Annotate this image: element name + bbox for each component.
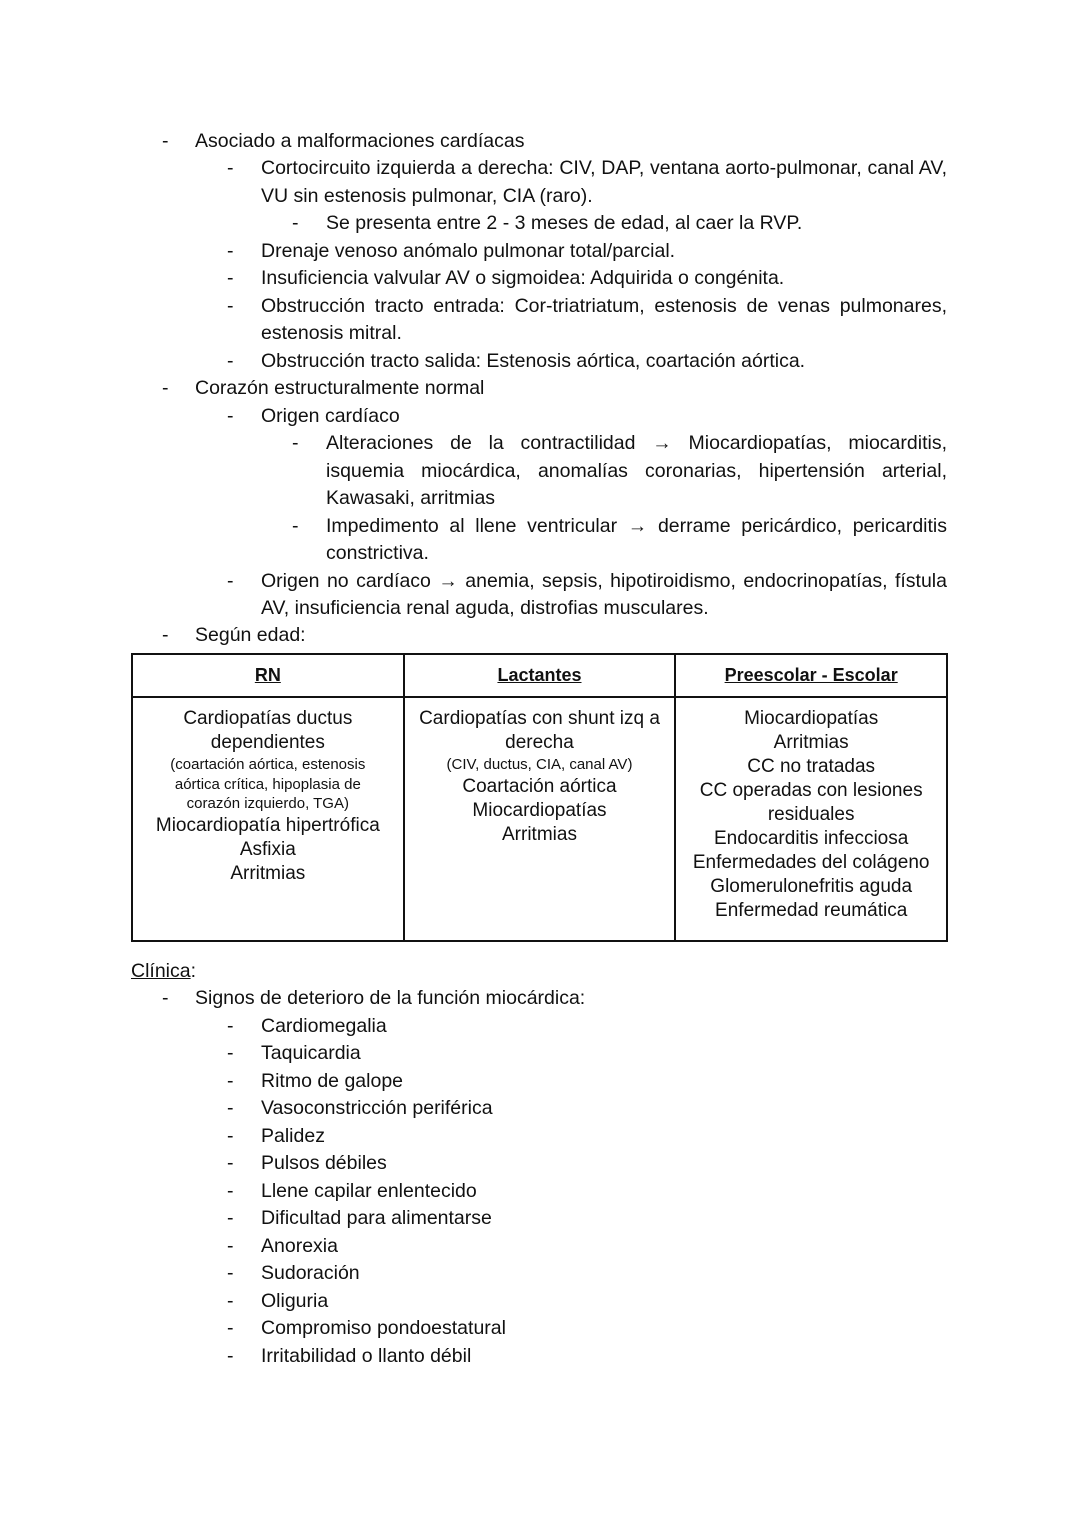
list-item: Oliguria — [261, 1290, 329, 1312]
bullet-dash: - — [292, 212, 299, 234]
bullet-dash: - — [162, 377, 169, 399]
table-row — [132, 697, 947, 941]
corazon-normal-heading: Corazón estructuralmente normal — [195, 377, 485, 399]
cell-line: residuales — [767, 804, 855, 825]
cell-line: Asfixia — [239, 838, 296, 860]
list-item: Dificultad para alimentarse — [261, 1207, 492, 1229]
bullet-dash: - — [227, 1015, 234, 1037]
clinica-heading-text: Clínica — [131, 960, 191, 982]
cell-line: Coartación aórtica — [462, 775, 617, 797]
list-item: Palidez — [261, 1125, 325, 1147]
bullet-dash: - — [227, 1180, 234, 1202]
cell-line: Miocardiopatías — [472, 799, 607, 821]
list-item: Taquicardia — [261, 1042, 361, 1064]
cell-lactantes — [404, 697, 676, 941]
bullet-dash: - — [227, 240, 234, 262]
bullet-dash: - — [227, 295, 234, 317]
cell-line: Arritmias — [230, 862, 306, 884]
cell-line: Endocarditis infecciosa — [713, 828, 909, 849]
list-item: Pulsos débiles — [261, 1152, 387, 1174]
bullet-dash: - — [227, 1070, 234, 1092]
presenta-text: Se presenta entre 2 - 3 meses de edad, al caer la RVP. — [326, 212, 803, 234]
cell-line: Cardiopatías con shunt izq a — [419, 708, 660, 729]
list-item: Anorexia — [261, 1235, 338, 1257]
list-item: Vasoconstricción periférica — [261, 1097, 493, 1119]
malformaciones-heading: Asociado a malformaciones cardíacas — [195, 130, 525, 152]
origen-cardiaco-text: Origen cardíaco — [261, 405, 400, 427]
obstruccion-entrada-line1: Obstrucción tracto entrada: Cor-triatriatum, estenosis de venas pulmonares, — [261, 295, 947, 317]
cell-line: Miocardiopatías — [744, 708, 879, 729]
drenaje-text: Drenaje venoso anómalo pulmonar total/parcial. — [261, 240, 676, 262]
bullet-dash: - — [227, 1042, 234, 1064]
age-table — [131, 653, 948, 942]
cell-line: Enfermedad reumática — [715, 900, 908, 921]
bullet-dash: - — [227, 1262, 234, 1284]
cell-line: CC operadas con lesiones — [699, 780, 923, 801]
bullet-dash: - — [227, 1317, 234, 1339]
cell-line: Cardiopatías ductus — [183, 708, 353, 729]
bullet-dash: - — [227, 1345, 234, 1367]
bullet-dash: - — [227, 570, 234, 592]
list-item: Ritmo de galope — [261, 1070, 404, 1092]
bullet-dash: - — [227, 1290, 234, 1312]
header-preescolar-escolar: Preescolar - Escolar — [675, 654, 947, 697]
cell-note: (CIV, ductus, CIA, canal AV) — [446, 756, 633, 773]
insuficiencia-text: Insuficiencia valvular AV o sigmoidea: Adquirida o congénita. — [261, 267, 785, 289]
bullet-dash: - — [162, 130, 169, 152]
clinica-heading — [131, 958, 196, 986]
bullet-dash: - — [227, 405, 234, 427]
bullet-dash: - — [227, 350, 234, 372]
header-lactantes: Lactantes — [404, 654, 676, 697]
list-item: Llene capilar enlentecido — [261, 1180, 477, 1202]
contractilidad-line1: Alteraciones de la contractilidad → Miocardiopatías, miocarditis, — [326, 432, 947, 454]
cell-line: Glomerulonefritis aguda — [710, 876, 913, 897]
bullet-dash: - — [227, 1152, 234, 1174]
signos-heading: Signos de deterioro de la función miocárdica: — [195, 987, 586, 1009]
list-item: Compromiso pondoestatural — [261, 1317, 506, 1339]
cell-line: derecha — [505, 732, 574, 753]
cell-line: Enfermedades del colágeno — [692, 852, 930, 873]
no-cardiaco-line2: AV, insuficiencia renal aguda, distrofias musculares. — [261, 597, 709, 619]
bullet-dash: - — [227, 1235, 234, 1257]
cell-line: Arritmias — [773, 732, 849, 753]
list-item: Irritabilidad o llanto débil — [261, 1345, 472, 1367]
header-rn: RN — [132, 654, 404, 697]
bullet-dash: - — [292, 515, 299, 537]
bullet-dash: - — [227, 157, 234, 179]
cell-note: corazón izquierdo, TGA) — [186, 795, 349, 812]
llene-line1: Impedimento al llene ventricular → derrame pericárdico, pericarditis — [326, 515, 947, 537]
list-item: Sudoración — [261, 1262, 360, 1284]
cell-note: (coartación aórtica, estenosis — [170, 756, 366, 773]
list-item: Cardiomegalia — [261, 1015, 387, 1037]
bullet-dash: - — [227, 1125, 234, 1147]
cell-line: dependientes — [210, 732, 325, 753]
cell-line: Miocardiopatía hipertrófica — [155, 814, 380, 836]
contractilidad-line3: Kawasaki, arritmias — [326, 487, 496, 509]
bullet-dash: - — [162, 987, 169, 1009]
bullet-dash: - — [292, 432, 299, 454]
cell-preescolar-escolar — [675, 697, 947, 941]
contractilidad-line2: isquemia miocárdica, anomalías coronarias, hipertensión arterial, — [326, 460, 947, 482]
cell-line: CC no tratadas — [747, 756, 876, 777]
cortocircuito-line2: VU sin estenosis pulmonar, CIA (raro). — [261, 185, 593, 207]
cell-note: aórtica crítica, hipoplasia de — [174, 775, 361, 793]
cell-line: Arritmias — [502, 823, 577, 845]
bullet-dash: - — [227, 1207, 234, 1229]
clinica-colon: : — [190, 960, 197, 982]
cortocircuito-line1: Cortocircuito izquierda a derecha: CIV, DAP, ventana aorto-pulmonar, canal AV, — [261, 157, 947, 179]
bullet-dash: - — [227, 1097, 234, 1119]
cell-rn — [132, 697, 404, 941]
llene-line2: constrictiva. — [326, 542, 429, 564]
segun-edad-heading: Según edad: — [195, 624, 306, 646]
obstruccion-salida-text: Obstrucción tracto salida: Estenosis aórtica, coartación aórtica. — [261, 350, 806, 372]
bullet-dash: - — [227, 267, 234, 289]
obstruccion-entrada-line2: estenosis mitral. — [261, 322, 402, 344]
table-header-row — [132, 654, 947, 697]
no-cardiaco-line1: Origen no cardíaco → anemia, sepsis, hipotiroidismo, endocrinopatías, fístula — [261, 570, 947, 592]
bullet-dash: - — [162, 624, 169, 646]
